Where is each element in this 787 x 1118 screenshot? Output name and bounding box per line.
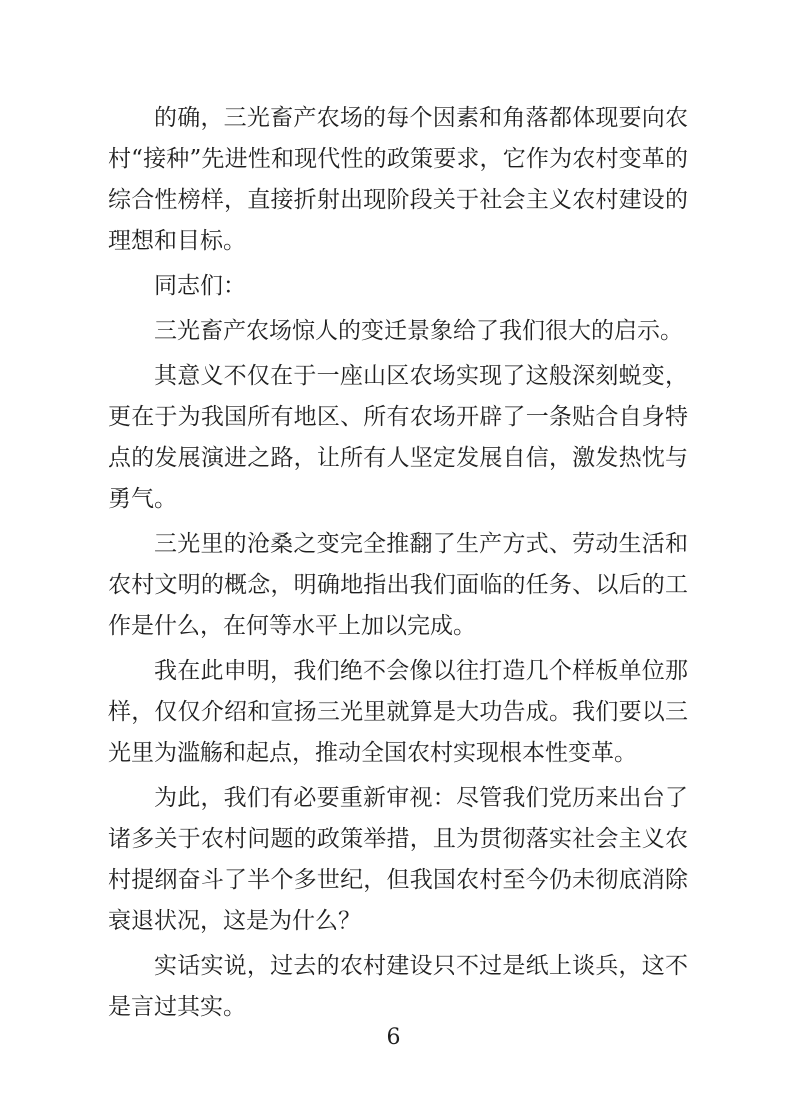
paragraph: 其意义不仅在于一座山区农场实现了这般深刻蜕变，更在于为我国所有地区、所有农场开辟了一条贴合自身特点的发展演进之路，让所有人坚定发展自信，激发热忱与勇气。 [108,363,688,512]
paragraph: 的确，三光畜产农场的每个因素和角落都体现要向农村“接种”先进性和现代性的政策要求，它作为农村变革的综合性榜样，直接折射出现阶段关于社会主义农村建设的理想和目标。 [108,105,688,254]
document-body [108,98,688,1032]
paragraph: 实话实说，过去的农村建设只不过是纸上谈兵，这不是言过其实。 [108,953,688,1020]
paragraph: 三光里的沧桑之变完全推翻了生产方式、劳动生活和农村文明的概念，明确地指出我们面临的任务、以后的工作是什么，在何等水平上加以完成。 [108,531,688,639]
paragraph: 为此，我们有必要重新审视：尽管我们党历来出台了诸多关于农村问题的政策举措，且为贯彻落实社会主义农村提纲奋斗了半个多世纪，但我国农村至今仍未彻底消除衰退状况，这是为什么？ [108,785,688,934]
paragraph: 我在此申明，我们绝不会像以往打造几个样板单位那样，仅仅介绍和宣扬三光里就算是大功告成。我们要以三光里为滥觞和起点，推动全国农村实现根本性变革。 [108,658,688,766]
page-number: 6 [386,1025,401,1050]
paragraph: 三光畜产农场惊人的变迁景象给了我们很大的启示。 [154,318,683,344]
paragraph: 同志们： [154,273,246,299]
